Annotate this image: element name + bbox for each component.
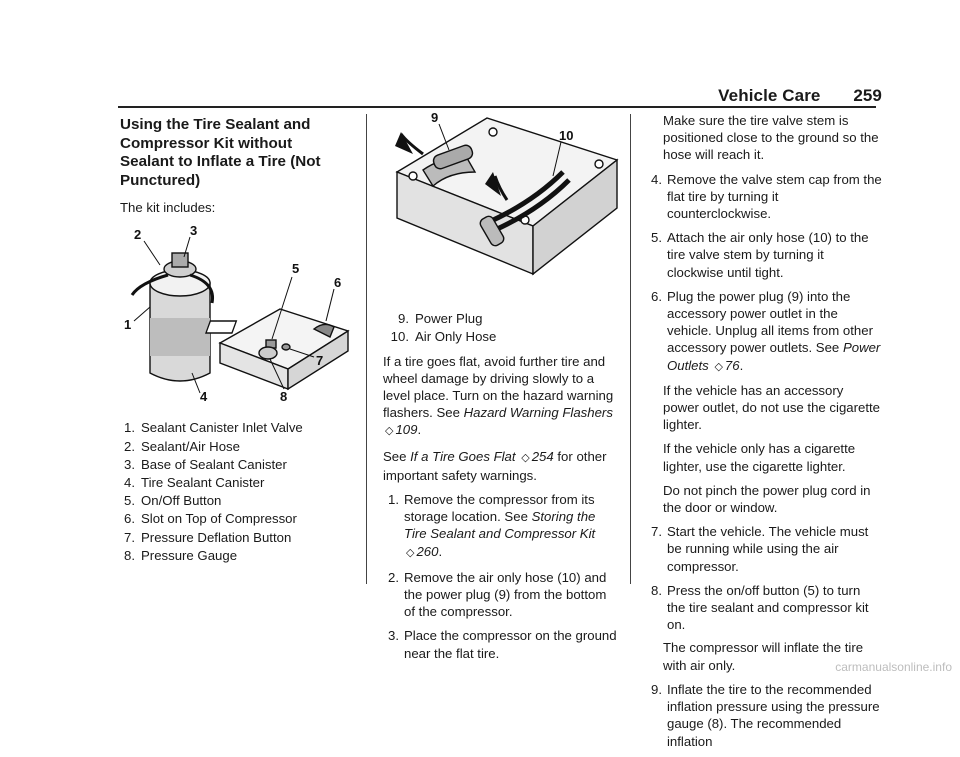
page-ref-icon: ◇ <box>406 546 415 559</box>
step-note: The compressor will inflate the tire with air only. <box>663 640 864 673</box>
procedure-steps <box>646 523 882 633</box>
list-item: 5. On/Off Button <box>124 493 222 509</box>
callout-9: 9 <box>431 110 439 125</box>
column-divider <box>366 114 367 584</box>
step-item: 9. Inflate the tire to the recommended inflation pressure using the pressure gauge (8). The recommended inflation <box>651 681 880 749</box>
step-item: 6. Plug the power plug (9) into the accessory power outlet in the vehicle. Unplug all items from other accessory power outlets. See Power Outlets ◇ 76. <box>651 288 881 373</box>
page-ref-icon: ◇ <box>521 451 530 464</box>
page-ref[interactable]: 260 <box>416 543 439 559</box>
callout-7: 7 <box>316 353 324 369</box>
callout-1: 1 <box>124 317 132 333</box>
safety-paragraph: See If a Tire Goes Flat ◇ 254 for other important safety warnings. <box>383 448 607 483</box>
list-item: 4. Tire Sealant Canister <box>124 475 265 491</box>
callout-8: 8 <box>280 389 288 405</box>
sealant-compressor-kit-drawing <box>120 223 348 403</box>
cross-reference[interactable]: Storing the Tire Sealant and Compressor Kit <box>404 509 596 542</box>
callout-5: 5 <box>292 261 300 277</box>
flat-tire-paragraph: If a tire goes flat, avoid further tire and wheel damage by driving slowly to a level place. Turn on the hazard warning flashers. See Hazard Warning Flashers ◇ 109. <box>383 353 614 438</box>
page-ref[interactable]: 254 <box>531 448 554 464</box>
list-item: 9. Power Plug <box>398 311 483 327</box>
hose-plug-illustration <box>383 112 617 298</box>
page-ref[interactable]: 76 <box>724 357 740 373</box>
page-ref-icon: ◇ <box>385 425 394 438</box>
cross-reference[interactable]: Hazard Warning Flashers <box>463 405 613 421</box>
callout-10: 10 <box>559 128 574 143</box>
page-header <box>718 86 882 106</box>
callout-6: 6 <box>334 275 342 291</box>
step-item: 3. Place the compressor on the ground near the flat tire. <box>388 628 617 661</box>
step-note: If the vehicle only has a cigarette lighter, use the cigarette lighter. <box>663 441 856 474</box>
procedure-steps <box>646 171 882 376</box>
watermark: carmanualsonline.info <box>835 660 952 674</box>
intro-text: The kit includes: <box>120 200 216 215</box>
step-note: Do not pinch the power plug cord in the door or window. <box>663 482 871 516</box>
callout-2: 2 <box>134 227 142 243</box>
column-1 <box>120 112 350 565</box>
header-rule <box>118 106 876 108</box>
compressor-bottom-drawing <box>383 112 617 294</box>
list-item: 8. Pressure Gauge <box>124 547 238 563</box>
step-item: 7. Start the vehicle. The vehicle must be running while using the air compressor. <box>651 524 869 574</box>
step-note: If the vehicle has an accessory power outlet, do not use the cigarette lighter. <box>663 382 881 433</box>
list-item: 10. Air Only Hose <box>390 329 497 345</box>
page-ref[interactable]: 109 <box>395 422 418 438</box>
list-item: 2. Sealant/Air Hose <box>124 438 240 454</box>
list-item: 3. Base of Sealant Canister <box>124 456 287 472</box>
step-item: 1. Remove the compressor from its storage location. See Storing the Tire Sealant and Compressor Kit ◇ 260. <box>388 492 596 559</box>
callout-3: 3 <box>190 223 198 239</box>
section-heading: Using the Tire Sealant and Compressor Kit without Sealant to Inflate a Tire (Not Punctured) <box>120 116 321 189</box>
page-ref-icon: ◇ <box>714 360 723 373</box>
step-item: 2. Remove the air only hose (10) and the power plug (9) from the bottom of the compressor. <box>388 569 607 620</box>
section-title: Vehicle Care <box>718 86 821 105</box>
procedure-steps <box>383 491 617 662</box>
figure-legend <box>383 310 617 345</box>
list-item: 1. Sealant Canister Inlet Valve <box>124 420 303 436</box>
step-item: 8. Press the on/off button (5) to turn the tire sealant and compressor kit on. <box>651 582 869 633</box>
callout-4: 4 <box>200 389 208 405</box>
column-divider <box>630 114 631 584</box>
list-item: 7. Pressure Deflation Button <box>124 529 292 545</box>
step-item: 4. Remove the valve stem cap from the flat tire by turning it counterclockwise. <box>651 171 882 222</box>
procedure-steps <box>646 681 882 750</box>
step-item: 5. Attach the air only hose (10) to the tire valve stem by turning it clockwise until tight. <box>651 230 869 280</box>
continuation-text: Make sure the tire valve stem is positioned close to the ground so the hose will reach it. <box>663 113 879 163</box>
list-item: 6. Slot on Top of Compressor <box>124 511 297 527</box>
cross-reference[interactable]: Power Outlets <box>667 340 881 373</box>
column-2 <box>383 112 617 669</box>
cross-reference[interactable]: If a Tire Goes Flat <box>410 448 516 464</box>
page-number: 259 <box>853 86 882 105</box>
kit-parts-list <box>120 419 350 564</box>
kit-illustration <box>120 223 350 407</box>
